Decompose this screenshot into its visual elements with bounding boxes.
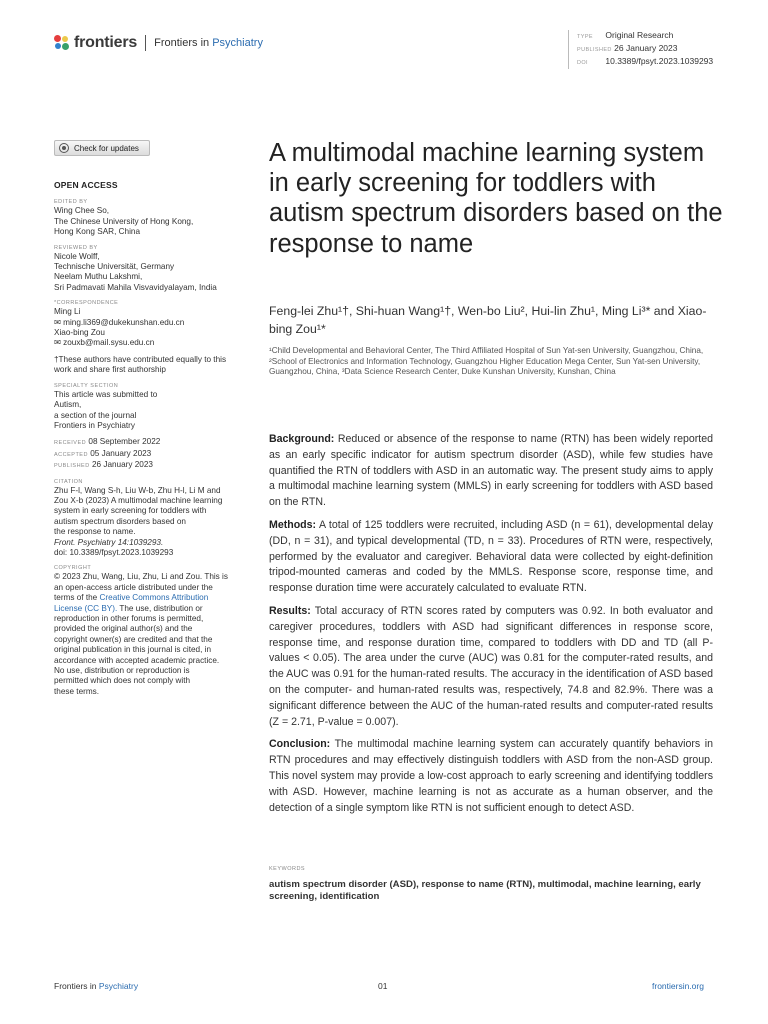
keywords: autism spectrum disorder (ASD), response to name (RTN), multimodal, machine learning, early screening, identification [269,879,701,902]
reviewed-by: Nicole Wolff, Technische Universität, Germany Neelam Muthu Lakshmi, Sri Padmavati Mahila Visvavidyalayam, India [54,251,217,292]
brand-name[interactable]: frontiers [74,34,138,51]
footer-site-link[interactable]: frontiersin.org [652,981,704,991]
open-access-label: OPEN ACCESS [54,180,118,190]
license-link[interactable]: Creative Commons Attribution [99,593,209,603]
article-meta [568,30,713,69]
specialty-label: SPECIALTY SECTION [54,382,119,389]
copyright-label: COPYRIGHT [54,565,92,572]
frontiers-logo-icon [54,35,70,51]
citation-label: CITATION [54,478,83,485]
article-title: A multimodal machine learning system in early screening for toddlers with autism spectrum disorders based on the response to name [269,139,723,258]
edited-by-label: EDITED BY [54,199,88,206]
meta-doi: DOI 10.3389/fpsyt.2023.1039293 [577,56,714,66]
equal-contribution-note: †These authors have contributed equally to this work and share first authorship [54,354,227,375]
journal-name[interactable]: Frontiers in Psychiatry [154,37,263,49]
abstract-conclusion: Conclusion: The multimodal machine learning system can accurately quantify behaviors in RTN procedures and may effectively distinguish toddlers with ASD from the non-ASD group. This novel system may provide a low-cost approach to early screening and identifying toddlers with ASD. However, machine learning is not as accurate as a human observer, and the detection of a single symptom like RTN is not sufficient enough to detect ASD. [269,738,713,814]
correspondence-label: *CORRESPONDENCE [54,300,119,307]
authors: Feng-lei Zhu¹†, Shi-huan Wang¹†, Wen-bo Liu², Hui-lin Zhu¹, Ming Li³* and Xiao-bing Zou¹* [269,304,707,336]
abstract [269,432,713,823]
edited-by: Wing Chee So, The Chinese University of Hong Kong, Hong Kong SAR, China [54,206,194,237]
brand-divider [145,35,146,51]
page-number: 01 [378,981,388,991]
reviewed-by-label: REVIEWED BY [54,244,98,251]
email-link-2[interactable]: ✉ zouxb@mail.sysu.edu.cn [54,338,155,348]
affiliations: ¹Child Developmental and Behavioral Center, The Third Affiliated Hospital of Sun Yat-sen University, Guangzhou, China, ²School of Electronics and Information Technology, Guangzhou Higher Education Mega Center, Sun Yat-sen University, Guangzhou, China, ³Data Science Research Center, Duke Kunshan University, Kunshan, China [269,346,704,376]
abstract-background: Background: Reduced or absence of the response to name (RTN) has been widely reported as an early specific indicator for autism spectrum disorder (ASD), while few studies have quantified the RTN of toddlers with ASD in an automatic way. The present study aims to apply a multimodal machine learning system (MMLS) in early screening for toddlers with ASD based on the RTN. [269,433,713,509]
copyright: © 2023 Zhu, Wang, Liu, Zhu, Li and Zou. This is an open-access article distributed under the terms of the Creative Commons Attribution License (CC BY). The use, distribution or reproduction in other forums is permitted, provided the original author(s) and the copyright owner(s) are credited and that the original publication in this journal is cited, in accordance with accepted academic practice. No use, distribution or reproduction is permitted which does not comply with these terms. [54,572,228,696]
keywords-label: KEYWORDS [269,866,306,872]
check-updates-label: Check for updates [74,143,139,153]
correspondence: Ming Li ✉ ming.li369@dukekunshan.edu.cn Xiao-bing Zou ✉ zouxb@mail.sysu.edu.cn [54,307,254,349]
meta-type: TYPE Original Research [577,30,674,40]
citation: Zhu F-l, Wang S-h, Liu W-b, Zhu H-l, Li M and Zou X-b (2023) A multimodal machine learning system in early screening for toddlers with autism spectrum disorders based on the response to name. Front. Psychiatry 14:1039293. doi: 10.3389/fpsyt.2023.1039293 [54,485,223,557]
license-link-cont[interactable]: License (CC BY). [54,603,118,613]
sidebar [54,180,254,697]
email-link-1[interactable]: ✉ ming.li369@dukekunshan.edu.cn [54,317,185,327]
meta-published: PUBLISHED 26 January 2023 [577,43,678,53]
brand-bar [54,32,263,54]
abstract-results: Results: Total accuracy of RTN scores rated by computers was 0.92. In both evaluator and caregiver procedures, toddlers with ASD had significant differences in response score, response time, and response duration time, compared to toddlers with DD and TD (all P-values < 0.05). The area under the curve (AUC) was 0.81 for the computer-rated results, and the AUC was 0.91 for the human-rated results. The accuracy in the identification of ASD based on the computer- and human-rated results was, respectively, 74.8 and 82.9%. There was a significant difference between the AUC of the human-rated results and computer-rated results (Z = 2.71, P-value = 0.007). [269,604,713,728]
update-icon [59,143,69,153]
check-for-updates-button[interactable] [54,140,150,156]
specialty-section: This article was submitted to Autism, a section of the journal Frontiers in Psychiatry [54,389,158,430]
dates: RECEIVED 08 September 2022 ACCEPTED 05 January 2023 PUBLISHED 26 January 2023 [54,437,161,470]
abstract-methods: Methods: A total of 125 toddlers were recruited, including ASD (n = 61), developmental delay (DD, n = 31), and typical developmental (TD, n = 33). Procedures of RTN were, respectively, performed by the evaluator and caregiver. Behavioral data were collected by eight-definition tripod-mounted cameras and coded by the MMLS. Response score, response time, and response duration time were accurately calculated to evaluate RTN. [269,518,713,595]
footer-journal[interactable]: Frontiers in Psychiatry [54,981,139,991]
